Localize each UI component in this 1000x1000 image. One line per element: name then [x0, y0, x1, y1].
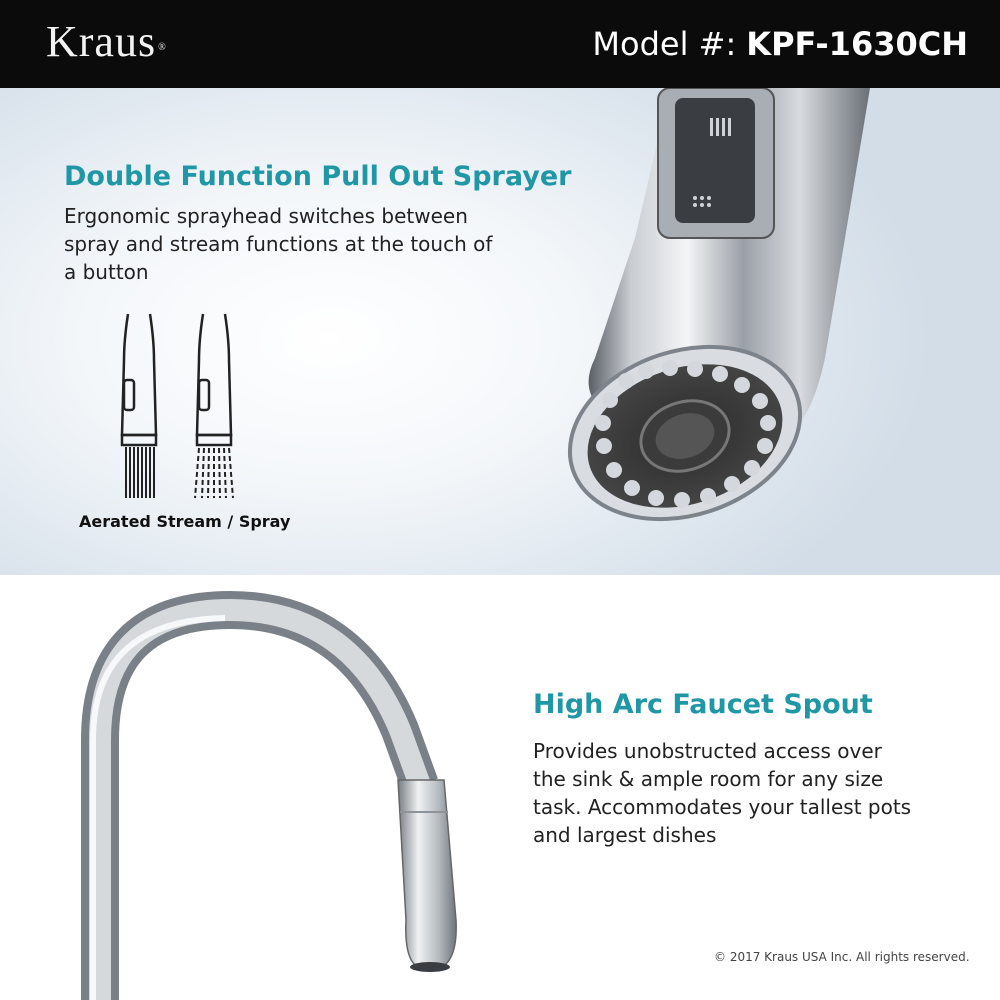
faucet-spout-image: [60, 590, 500, 1000]
feature-spout-description: Provides unobstructed access over the sink & ample room for any size task. Accommodates your tallest pots and largest dishes: [533, 739, 912, 847]
aerated-stream-icon: [110, 310, 190, 500]
spray-icon: [185, 310, 265, 500]
feature-sprayer-description: Ergonomic sprayhead switches between spray and stream functions at the touch of a button: [64, 204, 493, 284]
copyright-notice: © 2017 Kraus USA Inc. All rights reserved.: [714, 950, 970, 964]
model-number: [592, 24, 968, 64]
logo-registered-mark: ®: [158, 42, 167, 53]
model-value: KPF-1630CH: [746, 25, 968, 63]
logo-text: Kraus: [46, 17, 157, 66]
stream-spray-caption: Aerated Stream / Spray: [79, 512, 291, 531]
header-bar: [0, 0, 1000, 88]
sprayhead-image: [540, 88, 1000, 575]
kraus-logo: [46, 14, 167, 70]
feature-sprayer-title: Double Function Pull Out Sprayer: [64, 161, 572, 192]
feature-spout-title: High Arc Faucet Spout: [533, 689, 873, 720]
model-label: Model #:: [592, 25, 737, 63]
